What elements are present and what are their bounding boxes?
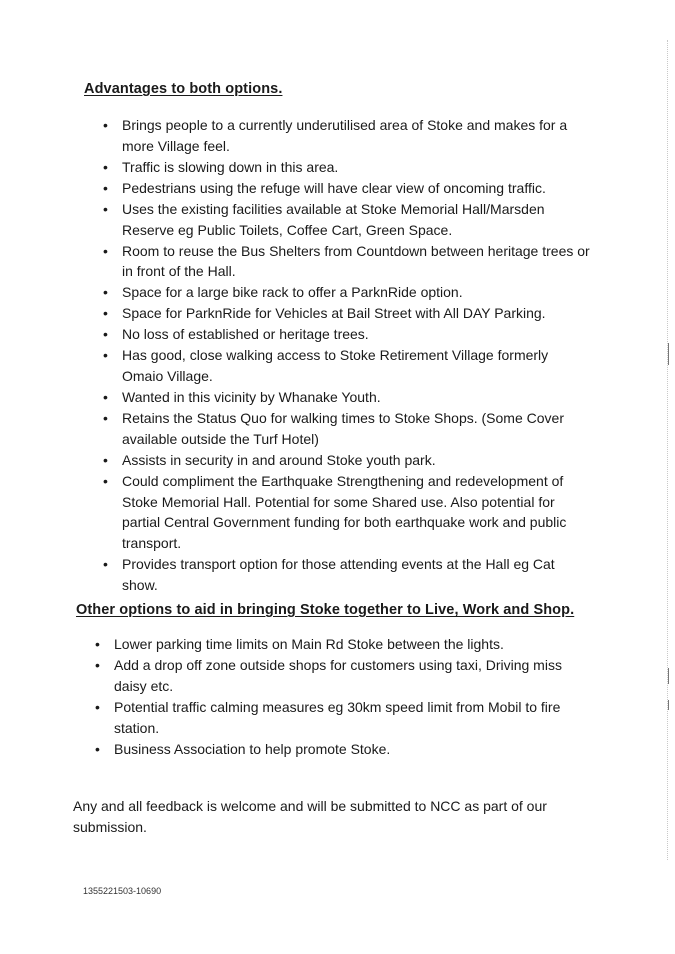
- list-item: • Business Association to help promote Stoke.: [114, 739, 584, 760]
- bullet-icon: •: [95, 698, 100, 715]
- scan-mark: [668, 668, 669, 684]
- bullet-icon: •: [103, 117, 108, 133]
- bullet-icon: •: [95, 656, 100, 673]
- scan-edge-line: [666, 40, 668, 860]
- other-options-list: [95, 634, 584, 760]
- list-item: • Add a drop off zone outside shops for customers using taxi, Driving miss daisy etc.: [95, 656, 562, 694]
- list-item: • Traffic is slowing down in this area.: [122, 157, 592, 178]
- list-item: • Pedestrians using the refuge will have clear view of oncoming traffic.: [122, 178, 592, 199]
- list-item: • Room to reuse the Bus Shelters from Countdown between heritage trees or in front of the Hall.: [103, 242, 590, 280]
- list-item: • Potential traffic calming measures eg 30km speed limit from Mobil to fire station.: [95, 698, 561, 736]
- bullet-icon: •: [103, 472, 108, 489]
- list-item: • Retains the Status Quo for walking times to Stoke Shops. (Some Cover available outside the Turf Hotel): [103, 410, 564, 447]
- list-item: • Lower parking time limits on Main Rd Stoke between the lights.: [114, 634, 584, 655]
- bullet-icon: •: [103, 305, 108, 322]
- list-item: • Assists in security in and around Stoke youth park.: [122, 450, 592, 471]
- list-item: • Could compliment the Earthquake Strengthening and redevelopment of Stoke Memorial Hall. Potential for some Shared use. Also potential for partial Central Government funding for both earthquake work and public transport.: [103, 472, 567, 552]
- bullet-icon: •: [103, 556, 108, 573]
- advantages-heading: Advantages to both options.: [84, 81, 283, 97]
- list-item: • Space for ParknRide for Vehicles at Bail Street with All DAY Parking.: [122, 303, 592, 324]
- list-item: • Uses the existing facilities available at Stoke Memorial Hall/Marsden Reserve eg Public Toilets, Coffee Cart, Green Space.: [103, 200, 545, 238]
- list-item: • Brings people to a currently underutilised area of Stoke and makes for a more Village feel.: [103, 117, 568, 154]
- bullet-icon: •: [103, 347, 108, 364]
- list-item: • Provides transport option for those attending events at the Hall eg Cat show.: [103, 556, 555, 593]
- bullet-icon: •: [103, 451, 108, 468]
- document-id: 1355221503-10690: [83, 886, 162, 896]
- bullet-icon: •: [103, 410, 108, 427]
- scan-mark: [668, 343, 669, 365]
- list-item: • No loss of established or heritage trees.: [122, 324, 592, 345]
- bullet-icon: •: [103, 284, 108, 301]
- bullet-icon: •: [103, 200, 108, 217]
- scan-mark: [668, 700, 669, 710]
- list-item: • Has good, close walking access to Stoke Retirement Village formerly Omaio Village.: [103, 347, 549, 385]
- bullet-icon: •: [95, 740, 100, 757]
- list-item: • Space for a large bike rack to offer a ParknRide option.: [122, 282, 592, 303]
- bullet-icon: •: [95, 636, 100, 652]
- bullet-icon: •: [103, 242, 108, 259]
- closing-paragraph: Any and all feedback is welcome and will be submitted to NCC as part of our submission.: [73, 798, 547, 835]
- other-options-heading: Other options to aid in bringing Stoke together to Live, Work and Shop.: [76, 602, 575, 618]
- advantages-list: [103, 115, 592, 596]
- bullet-icon: •: [103, 326, 108, 343]
- bullet-icon: •: [103, 179, 108, 196]
- bullet-icon: •: [103, 389, 108, 406]
- list-item: • Wanted in this vicinity by Whanake Youth.: [122, 387, 592, 408]
- bullet-icon: •: [103, 158, 108, 175]
